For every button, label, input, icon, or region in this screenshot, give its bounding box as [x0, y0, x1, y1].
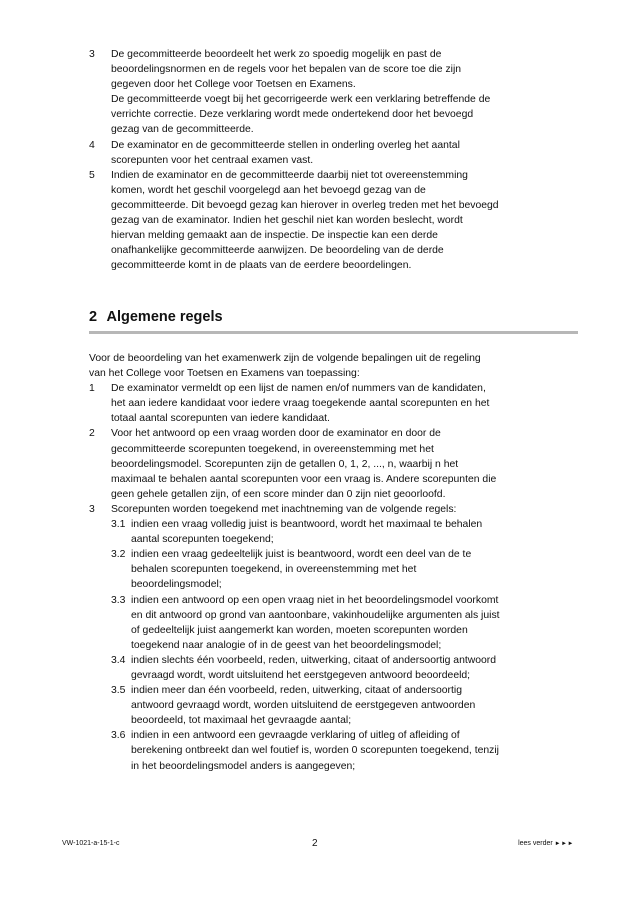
item-line: indien meer dan één voorbeeld, reden, uitwerking, citaat of andersoortig: [131, 685, 462, 697]
item-line: gezag van de examinator. Indien het geschil niet kan worden beslecht, wordt: [111, 215, 463, 227]
item-line: totaal aantal scorepunten van iedere kandidaat.: [111, 413, 330, 425]
item-number: 1: [89, 383, 95, 395]
sub-item-number: 3.5: [111, 685, 126, 697]
item-line: De gecommitteerde voegt bij het gecorrigeerde werk een verklaring betreffende de: [111, 94, 491, 106]
item-line: komen, wordt het geschil voorgelegd aan het bevoegd gezag van de: [111, 184, 426, 196]
section-number: 2: [89, 309, 98, 325]
item-line: De examinator vermeldt op een lijst de namen en/of nummers van de kandidaten,: [111, 383, 486, 395]
section-heading: [89, 307, 578, 327]
item-line: gecommitteerde scorepunten toegekend, in overeenstemming met het: [111, 443, 434, 455]
continue-arrows-icon: ►►►: [554, 841, 574, 847]
item-line: antwoord gevraagd wordt, worden uitsluitend de eerstgegeven antwoorden: [131, 700, 476, 712]
sub-item-number: 3.3: [111, 594, 126, 606]
page-number: 2: [312, 838, 318, 849]
item-line: De examinator en de gecommitteerde stellen in onderling overleg het aantal: [111, 139, 460, 151]
item-number: 3: [89, 503, 95, 515]
item-line: indien een vraag volledig juist is beantwoord, wordt het maximaal te behalen: [131, 519, 483, 531]
item-line: maximaal te behalen aantal scorepunten voor een vraag is. Andere scorepunten die: [111, 473, 497, 485]
section-body: [89, 351, 589, 774]
item-line: het aan iedere kandidaat voor iedere vraag toegekende aantal scorepunten en het: [111, 398, 490, 410]
item-line: Voor het antwoord op een vraag worden door de examinator en door de: [111, 428, 441, 440]
sub-item-number: 3.2: [111, 549, 126, 561]
item-line: Indien de examinator en de gecommitteerde daarbij niet tot overeenstemming: [111, 169, 468, 181]
list-item: [89, 381, 589, 426]
page-footer: [0, 838, 636, 852]
item-line: in het beoordelingsmodel anders is aangegeven;: [131, 760, 356, 772]
item-line: beoordelingsmodel. Scorepunten zijn de getallen 0, 1, 2, ..., n, waarbij n het: [111, 458, 459, 470]
section-title: Algemene regels: [106, 309, 223, 325]
sub-list-item: [89, 547, 589, 592]
intro-line: van het College voor Toetsen en Examens van toepassing:: [89, 368, 360, 380]
exam-code: VW-1021-a-15-1-c: [62, 840, 120, 847]
sub-item-number: 3.6: [111, 730, 126, 742]
item-line: indien een antwoord op een open vraag niet in het beoordelingsmodel voorkomt: [131, 594, 499, 606]
sub-list-item: [89, 683, 589, 728]
continue-indicator: [518, 840, 574, 847]
rules-list: [89, 381, 589, 773]
list-item: [89, 138, 589, 168]
item-line: onafhankelijke gecommitteerde aanwijzen. De beoordeling van de derde: [111, 245, 444, 257]
sub-list-item: [89, 728, 589, 773]
sub-list-item: [89, 653, 589, 683]
item-line: beoordelingsmodel;: [131, 579, 222, 591]
item-line: toegekend naar analogie of in de geest van het beoordelingsmodel;: [131, 639, 442, 651]
item-line: aantal scorepunten toegekend;: [131, 534, 274, 546]
item-line: gevraagd wordt, wordt uitsluitend het eerstgegeven antwoord beoordeeld;: [131, 669, 471, 681]
sub-item-number: 3.4: [111, 654, 126, 666]
item-line: behalen scorepunten toegekend, in overeenstemming met het: [131, 564, 417, 576]
item-line: geen gehele getallen zijn, of een score minder dan 0 zijn niet geoorloofd.: [111, 488, 446, 500]
item-line: en dit antwoord op grond van aantoonbare, vakinhoudelijke argumenten als juist: [131, 609, 500, 621]
continue-label: lees verder: [518, 840, 553, 847]
item-line: indien een vraag gedeeltelijk juist is beantwoord, wordt een deel van de te: [131, 549, 472, 561]
item-number: 3: [89, 49, 95, 60]
item-line: beoordelingsnormen en de regels voor het bepalen van de score toe die zijn: [111, 64, 462, 76]
top-numbered-list: [89, 47, 589, 273]
sub-list-item: [89, 517, 589, 547]
item-number: 5: [89, 169, 95, 181]
list-item: [89, 168, 589, 274]
item-line: Scorepunten worden toegekend met inachtneming van de volgende regels:: [111, 503, 457, 515]
sub-item-number: 3.1: [111, 519, 126, 531]
list-item: [89, 502, 589, 517]
sub-list-item: [89, 593, 589, 653]
item-number: 4: [89, 139, 95, 151]
item-line: indien in een antwoord een gevraagde verklaring of uitleg of afleiding of: [131, 730, 460, 742]
item-line: gecommitteerde komt in de plaats van de eerdere beoordelingen.: [111, 260, 412, 272]
section-divider: [89, 331, 578, 334]
item-line: verrichte correctie. Deze verklaring wordt mede ondertekend door het bevoegd: [111, 109, 474, 121]
item-number: 2: [89, 428, 95, 440]
item-line: indien slechts één voorbeeld, reden, uitwerking, citaat of andersoortig antwoord: [131, 654, 497, 666]
item-line: berekening ontbreekt dan wel foutief is, worden 0 scorepunten toegekend, tenzij: [131, 745, 499, 757]
item-line: scorepunten voor het centraal examen vast.: [111, 154, 314, 166]
item-line: gezag van de gecommitteerde.: [111, 124, 254, 136]
item-line: De gecommitteerde beoordeelt het werk zo spoedig mogelijk en past de: [111, 49, 442, 60]
item-line: gegeven door het College voor Toetsen en Examens.: [111, 79, 356, 91]
item-line: hiervan melding gemaakt aan de inspectie. De inspectie kan een derde: [111, 230, 438, 242]
item-line: gecommitteerde. Dit bevoegd gezag kan hierover in overleg treden met het bevoegd: [111, 199, 499, 211]
item-line: beoordeeld, tot maximaal het gevraagde aantal;: [131, 715, 352, 727]
list-item: [89, 47, 589, 138]
item-line: of gedeeltelijk juist aangemerkt kan worden, moeten scorepunten worden: [131, 624, 468, 636]
intro-line: Voor de beoordeling van het examenwerk zijn de volgende bepalingen uit de regeling: [89, 353, 481, 364]
list-item: [89, 426, 589, 501]
